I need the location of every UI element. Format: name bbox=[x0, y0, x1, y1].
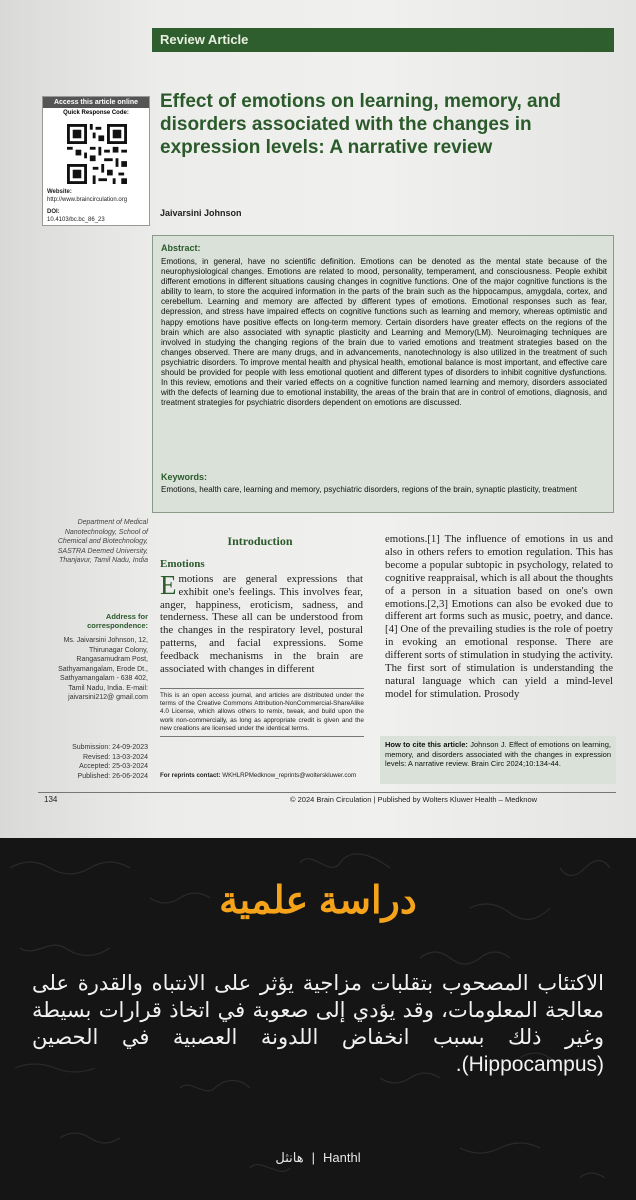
footer-divider bbox=[38, 792, 616, 793]
abstract-text: Emotions, in general, have no scientific definition. Emotions can be denoted as the mental state because of the neurophysiological changes. Emotions are related to mood, personality, temperament, and consciousness. People exhibit different emotions in different situations causing changes in cognitive functions. One of the major cognitive functions is the ability to learn, to store the acquired information in the parts of the brain such as the hippocampus, amygdala, cortex, and cerebellum. Learning and memory are affected by different types of emotions. Emotional responses such as fear, depression, and stress have impaired effects on cognitive functions such as learning and memory, whereas optimistic and happy emotions have positive effects on long-term memory. Certain disorders have greater effects on the regions of the brain which are also associated with synaptic plasticity and Learning and Memory(LM). Neuroimaging techniques are involved in studying the changing regions of the brain due to varied emotions and treatment strategies based on the changes observed. There are many drugs, and in advancements, nanotechnology is also utilized in the treatment of such psychiatric disorders. To improve mental health and physical health, emotional balance is most important, and effective care should be provided for people with less emotional quotient and different types of disorders to inhibit cognitive dysfunctions. In this review, emotions and their varied effects on a cognitive function named learning and memory, disorders associated with the defects of learning due to emotional instability, the areas of the brain that are in control of emotions, diagnosis, and treatment strategies for psychiatric disorders dependent on emotions are discussed. bbox=[161, 257, 607, 408]
keywords-heading: Keywords: bbox=[161, 472, 208, 482]
brand-signature bbox=[0, 1150, 636, 1166]
journal-footer: © 2024 Brain Circulation | Published by Wolters Kluwer Health – Medknow bbox=[290, 795, 538, 804]
section-bar bbox=[152, 28, 614, 52]
drop-cap: E bbox=[160, 570, 177, 600]
brand-arabic: هانثل bbox=[275, 1150, 304, 1165]
correspondence-address: Ms. Jaivarsini Johnson, 12, Thirunagar Colony, Rangasamudram Post, Sathyamangalam, Erode Dt., Sathyamangalam - 638 402, Tamil Nadu, India. E-mail: jaivarsini212@ gmail.com bbox=[58, 637, 148, 701]
reprints-contact bbox=[160, 772, 356, 779]
post-caption-panel bbox=[0, 838, 636, 1200]
emotions-heading: Emotions bbox=[160, 558, 205, 570]
article-title: Effect of emotions on learning, memory, and disorders associated with the changes in expression levels: A narrative review bbox=[160, 91, 561, 158]
article-author: Jaivarsini Johnson bbox=[160, 208, 242, 218]
post-description: الاكتئاب المصحوب بتقلبات مزاجية يؤثر على الانتباه والقدرة على معالجة المعلومات، وقد يؤدي إلى صعوبة في اتخاذ قرارات بسيطة وغير ذلك بسبب انخفاض اللدونة العصبية في الحصين (Hippocampus). bbox=[32, 972, 605, 1076]
published-date: Published: 26-06-2024 bbox=[77, 772, 148, 780]
citation-text: Johnson J. Effect of emotions on learning, memory, and disorders associated with the changes in expression levels: A narrative review. Brain Circ 2024;10:134-44. bbox=[385, 740, 611, 768]
doi-label: DOI: bbox=[47, 209, 60, 215]
body-column-1 bbox=[160, 570, 363, 675]
brand-separator: | bbox=[311, 1150, 315, 1165]
introduction-heading: Introduction bbox=[227, 534, 293, 548]
abstract-heading: Abstract: bbox=[161, 243, 201, 253]
doi-value[interactable]: 10.4103/bc.bc_86_23 bbox=[47, 217, 105, 223]
access-box bbox=[42, 96, 150, 226]
submission-date: Submission: 24-09-2023 bbox=[72, 744, 148, 751]
brand-latin: Hanthl bbox=[323, 1150, 361, 1165]
access-title: Access this article online bbox=[43, 97, 149, 108]
reprints-label: For reprints contact: bbox=[160, 772, 221, 779]
qr-label: Quick Response Code: bbox=[63, 110, 129, 116]
open-access-notice: This is an open access journal, and articles are distributed under the terms of the Creative Commons Attribution-NonCommercial-ShareAlike 4.0 License, which allows others to remix, tweak, and build upon the work non-commercially, as long as appropriate credit is given and the new creations are licensed under the identical terms. bbox=[160, 688, 364, 737]
revised-date: Revised: 13-03-2024 bbox=[83, 753, 148, 761]
accepted-date: Accepted: 25-03-2024 bbox=[79, 763, 148, 770]
website-label: Website: bbox=[47, 189, 72, 195]
article-dates bbox=[52, 743, 148, 781]
affiliation: Department of Medical Nanotechnology, School of Chemical and Biotechnology, SASTRA Deemed University, Thanjavur, Tamil Nadu, India bbox=[57, 519, 148, 564]
citation-box bbox=[380, 736, 616, 784]
citation-label: How to cite this article: bbox=[385, 740, 468, 749]
keywords-text: Emotions, health care, learning and memory, psychiatric disorders, regions of the brain, synaptic plasticity, treatment bbox=[161, 485, 577, 494]
qr-code-icon bbox=[67, 124, 127, 184]
section-label: Review Article bbox=[160, 32, 249, 47]
correspondence-heading: Address for correspondence: bbox=[87, 612, 148, 630]
reprints-email[interactable]: WKHLRPMedknow_reprints@wolterskluwer.com bbox=[222, 772, 357, 779]
post-category-title: دراسة علمية bbox=[219, 880, 417, 922]
website-link[interactable]: http://www.braincirculation.org bbox=[47, 197, 128, 203]
body-column-1-text: motions are general expressions that exhibit one's feelings. This involves fear, anger, happiness, eroticism, sadness, and tenderness. These all can be understood from the changes in the respiratory level, postural patterns, and facial expressions. Some feedback mechanisms in the brain are associated with changes in different bbox=[160, 573, 363, 675]
page-number: 134 bbox=[44, 795, 58, 804]
body-column-2: emotions.[1] The influence of emotions in us and also in others refers to emotion regulation. This has become a popular subtopic in psychology, related to cognitive reappraisal, which is all about the thoughts of a person in a situation based on one's own emotions.[2,3] Emotions can also be evoked due to different art forms such as music, poetry, and dance.[4] One of the prevailing studies is the role of poetry in evoking an emotional response. There are different sorts of stimulation in studying the activity. The first sort of stimulation is understanding the natural language which can yield a mind-level model for stimulation. Prosody bbox=[385, 533, 613, 700]
abstract-box bbox=[152, 235, 614, 513]
